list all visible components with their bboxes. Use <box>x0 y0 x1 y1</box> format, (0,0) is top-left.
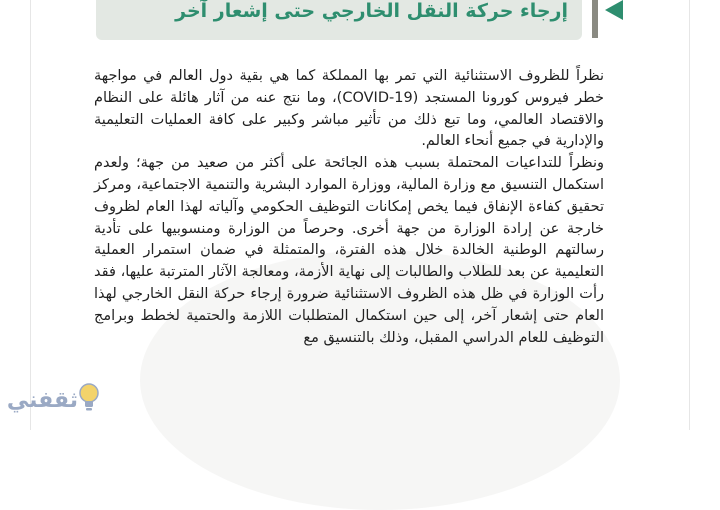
headline-title: إرجاء حركة النقل الخارجي حتى إشعار آخر <box>175 0 568 22</box>
site-logo[interactable] <box>2 378 100 430</box>
page-border-left <box>30 0 31 430</box>
article-body <box>94 66 604 349</box>
logo-text: ثقفني <box>6 388 78 413</box>
paragraph: ونظراً للتداعيات المحتملة بسبب هذه الجائحة على أكثر من صعيد من جهة؛ ولعدم استكمال التنسيق مع وزارة المالية، ووزارة الموارد البشرية والتنمية الاجتماعية، ومركز تحقيق كفاءة الإنفاق فيما يخص إمكانات التوظيف الحكومي وآلياته لهذا العام لظروف خارجة عن إرادة الوزارة من جهة أخرى. وحرصاً من الوزارة ومنسوبيها على تأدية رسالتهم الوطنية الخالدة خلال هذه الفترة، والمتمثلة في ضمان استمرار العملية التعليمية عن بعد للطلاب والطالبات إلى نهاية الأزمة، ومعالجة الآثار المترتبة عليها، فقد رأت الوزارة في ظل هذه الظروف الاستثنائية ضرورة إرجاء حركة النقل الخارجي لهذا العام حتى إشعار آخر، إلى حين استكمال المتطلبات اللازمة والحتمية لخطط وبرامج التوظيف للعام الدراسي المقبل، وذلك بالتنسيق مع <box>94 155 604 346</box>
lightbulb-icon <box>78 382 100 412</box>
page-border-right <box>689 0 690 430</box>
headline-box <box>96 0 582 40</box>
headline-arrow-icon <box>605 0 623 20</box>
headline-divider-bar <box>592 0 598 38</box>
paragraph: نظراً للظروف الاستثنائية التي تمر بها المملكة كما هي بقية دول العالم في مواجهة خطر فيروس كورونا المستجد (COVID-19)، وما نتج عنه من آثار هائلة على النظام والاقتصاد العالمي، وما تبع ذلك من تأثير مباشر وكبير على كافة العمليات التعليمية والإدارية في جميع أنحاء العالم. <box>94 68 604 150</box>
